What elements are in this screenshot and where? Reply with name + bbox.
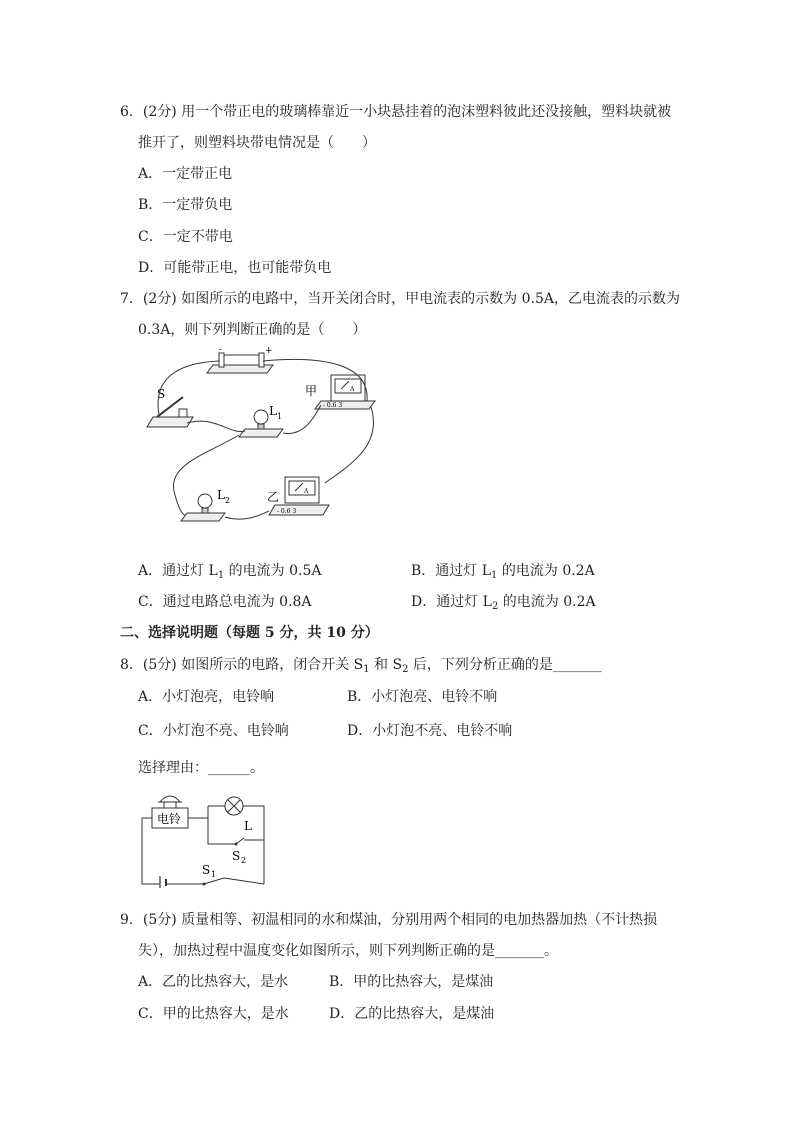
svg-text:L: L bbox=[244, 819, 252, 833]
q8-option-b: B．小灯泡亮、电铃不响 bbox=[347, 689, 498, 705]
svg-text:S: S bbox=[157, 387, 166, 401]
q8-reason: 选择理由：______。 bbox=[138, 760, 264, 776]
svg-text:乙: 乙 bbox=[267, 490, 280, 504]
svg-text:1: 1 bbox=[277, 412, 283, 421]
q7-option-c: C．通过电路总电流为 0.8A bbox=[138, 594, 312, 610]
q6-stem-line2: 推开了，则塑料块带电情况是（ ） bbox=[138, 135, 376, 151]
svg-text:+: + bbox=[265, 346, 273, 356]
q7-option-a: A．通过灯 $L_1$ 的电流为 0.5A bbox=[138, 563, 322, 581]
switch-s1 bbox=[202, 863, 224, 886]
svg-text:电铃: 电铃 bbox=[157, 812, 182, 826]
q7-stem-line1: 7．(2分) 如图所示的电路中，当开关闭合时，甲电流表的示数为 0.5A，乙电流表的示数为 bbox=[120, 291, 681, 307]
switch-s2 bbox=[232, 838, 246, 865]
battery-holder bbox=[207, 345, 273, 373]
q6-stem-line1: 6．(2分) 用一个带正电的玻璃棒靠近一小块悬挂着的泡沫塑料彼此还没接触，塑料块就被 bbox=[120, 104, 672, 120]
q8-circuit-figure bbox=[140, 788, 270, 888]
svg-text:1: 1 bbox=[211, 870, 217, 879]
q7-circuit-figure bbox=[135, 345, 395, 550]
svg-text:2: 2 bbox=[225, 496, 231, 505]
q6-option-a: A．一定带正电 bbox=[138, 166, 233, 182]
q7-option-d: D．通过灯 $L_2$ 的电流为 0.2A bbox=[411, 594, 596, 612]
lamp-l2 bbox=[181, 488, 230, 521]
q6-option-d: D．可能带正电，也可能带负电 bbox=[138, 260, 332, 276]
svg-text:L: L bbox=[269, 404, 277, 418]
ammeter-jia bbox=[305, 375, 375, 409]
q6-option-c: C．一定不带电 bbox=[138, 229, 233, 245]
q6-option-b: B．一定带负电 bbox=[138, 197, 233, 213]
ammeter-yi bbox=[267, 477, 329, 515]
bell-icon bbox=[158, 796, 182, 808]
q7-option-b: B．通过灯 $L_1$ 的电流为 0.2A bbox=[411, 563, 595, 581]
battery-symbol bbox=[160, 876, 170, 888]
lamp-icon bbox=[225, 797, 243, 815]
svg-text:甲: 甲 bbox=[305, 384, 318, 398]
lamp-l1 bbox=[239, 404, 283, 437]
q8-option-a: A．小灯泡亮，电铃响 bbox=[138, 689, 275, 705]
svg-text:S: S bbox=[202, 863, 211, 877]
q9-stem-line1: 9．(5分) 质量相等、初温相同的水和煤油，分别用两个相同的电加热器加热（不计热损 bbox=[120, 912, 658, 928]
svg-text:A: A bbox=[304, 488, 309, 495]
q9-option-c: C．甲的比热容大，是水 bbox=[138, 1006, 289, 1022]
switch-s bbox=[147, 387, 193, 427]
svg-text:- 0.6 3: - 0.6 3 bbox=[277, 508, 297, 515]
svg-text:L: L bbox=[217, 488, 225, 502]
q8-stem: 8．(5分) 如图所示的电路，闭合开关 $S_1$ 和 $S_2$ 后，下列分析正确的是_______ bbox=[120, 657, 602, 675]
section-heading: 二、选择说明题（每题 5 分，共 10 分） bbox=[120, 625, 379, 641]
q9-option-b: B．甲的比热容大，是煤油 bbox=[329, 974, 494, 990]
svg-text:- 0.6 3: - 0.6 3 bbox=[323, 402, 343, 409]
q7-stem-line2: 0.3A，则下列判断正确的是（ ） bbox=[138, 322, 367, 338]
q9-option-a: A．乙的比热容大，是水 bbox=[138, 974, 289, 990]
svg-text:A: A bbox=[350, 386, 355, 393]
q8-option-c: C．小灯泡不亮、电铃响 bbox=[138, 723, 289, 739]
q9-option-d: D．乙的比热容大，是煤油 bbox=[329, 1006, 495, 1022]
svg-text:2: 2 bbox=[241, 856, 247, 865]
svg-text:-: - bbox=[219, 345, 223, 355]
q9-stem-line2: 失），加热过程中温度变化如图所示，则下列判断正确的是_______。 bbox=[138, 943, 558, 959]
svg-text:S: S bbox=[232, 849, 241, 863]
q8-option-d: D．小灯泡不亮、电铃不响 bbox=[347, 723, 513, 739]
